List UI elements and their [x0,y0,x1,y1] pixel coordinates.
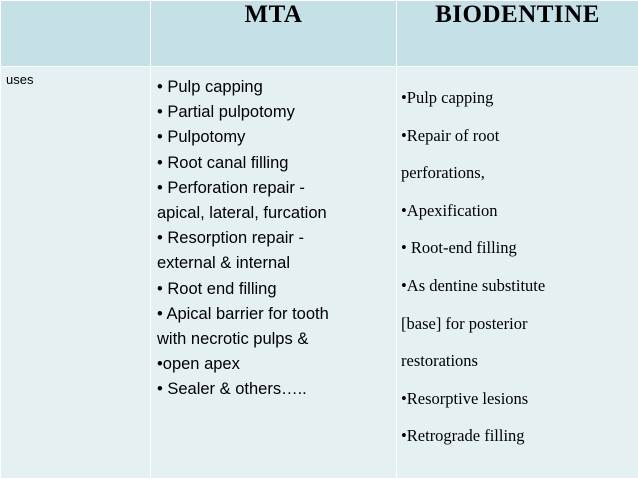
mta-use-item: • Resorption repair - external & internal [157,229,305,273]
mta-use-item: • Root canal filling [157,153,289,172]
header-cell-biodentine: BIODENTINE [397,1,638,67]
mta-use-item: • Sealer & others….. [157,380,307,399]
header-cell-blank [1,1,151,67]
mta-use-item: • Apical barrier for tooth with necrotic pulps & [157,304,329,349]
biodentine-use-item: •As dentine substitute [401,275,546,295]
mta-use-item: • Perforation repair - apical, lateral, furcation [157,178,327,223]
mta-use-item: •open apex [157,355,240,374]
biodentine-use-item: •Pulp capping [401,88,494,107]
header-cell-mta: MTA [151,1,397,67]
biodentine-use-item: [base] for posterior [401,313,528,333]
biodentine-uses-cell [397,67,638,479]
row-label-uses: uses [1,67,151,479]
biodentine-use-item: • Root-end filling [401,238,517,258]
biodentine-uses-list [397,67,638,455]
biodentine-use-item: restorations [401,351,478,371]
mta-use-item: • Partial pulpotomy [157,103,295,122]
biodentine-use-item: •Repair of root [401,125,500,145]
biodentine-use-item: •Resorptive lesions [401,388,529,408]
uses-row [1,67,638,479]
mta-use-item: • Root end filling [157,279,277,298]
biodentine-use-item: •Apexification [401,200,498,220]
biodentine-use-item: perforations, [401,163,485,183]
biodentine-use-item: •Retrograde filling [401,426,525,446]
mta-use-item: • Pulpotomy [157,128,246,147]
mta-uses-cell [151,67,397,479]
mta-uses-list [151,67,396,403]
mta-use-item: • Pulp capping [157,78,263,96]
header-row [1,1,638,67]
